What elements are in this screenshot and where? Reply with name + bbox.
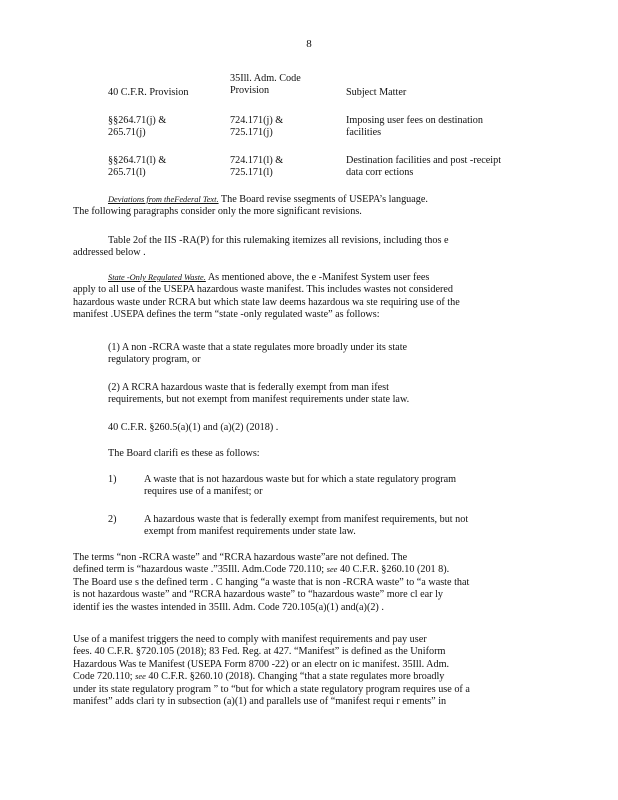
list-line: A waste that is not hazardous waste but for which a state regulatory program bbox=[144, 474, 457, 485]
paragraph-line bbox=[73, 564, 528, 576]
paragraph-line: identif ies the wastes intended in 35Ill. Adm. Code 720.105(a)(1) and(a)(2) . bbox=[73, 601, 384, 613]
state-only-text: As mentioned above, the e -Manifest System user fees bbox=[205, 272, 430, 283]
list-line: A hazardous waste that is federally exempt from manifest requirements, but not bbox=[144, 514, 469, 525]
cell-line: Imposing user fees on destination bbox=[346, 115, 483, 126]
page-number: 8 bbox=[306, 38, 312, 50]
cell-line: 265.71(l) bbox=[108, 167, 146, 179]
cell-line: 725.171(j) bbox=[230, 127, 273, 139]
cell-line: §§264.71(j) & bbox=[108, 115, 167, 126]
header-subject-matter: Subject Matter bbox=[346, 87, 407, 98]
deviations-paragraph bbox=[73, 194, 528, 219]
cell-line: facilities bbox=[346, 127, 382, 139]
definition-citation: 40 C.F.R. §260.5(a)(1) and (a)(2) (2018) . bbox=[108, 422, 279, 433]
cell-line: §§264.71(l) & bbox=[108, 155, 167, 166]
manifest-paragraph bbox=[73, 634, 528, 708]
state-only-heading: State -Only Regulated Waste. bbox=[108, 273, 206, 282]
paragraph-line: Hazardous Was te Manifest (USEPA Form 8700 -22) or an electr on ic manifest. 35Ill. Adm. bbox=[73, 658, 450, 670]
list-text bbox=[144, 474, 456, 499]
paragraph-line: manifest .USEPA defines the term “state -only regulated waste” as follows: bbox=[73, 309, 380, 321]
table2-line1: Table 2of the IIS -RA(P) for this rulemaking itemizes all revisions, including thos e bbox=[108, 235, 449, 246]
state-only-paragraph bbox=[73, 272, 528, 322]
cell-line: 724.171(l) & bbox=[230, 155, 284, 166]
table-header-row bbox=[108, 73, 538, 99]
table2-line2: addressed below . bbox=[73, 247, 146, 259]
paragraph-text: 40 C.F.R. §260.10 (2018). Changing “that a state regulates more broadly bbox=[145, 671, 445, 683]
provisions-table bbox=[108, 73, 538, 181]
paragraph-line: under its state regulatory program ” to “but for which a state regulatory program requires use of a bbox=[73, 683, 470, 695]
cell-line: Destination facilities and post -receipt bbox=[346, 155, 502, 166]
paragraph-line: The terms “non -RCRA waste” and “RCRA hazardous waste”are not defined. The bbox=[73, 552, 408, 563]
terms-paragraph bbox=[73, 552, 528, 614]
cell-line: 265.71(j) bbox=[108, 127, 146, 139]
table2-paragraph bbox=[73, 235, 528, 260]
table-cell-subject bbox=[346, 155, 536, 180]
cell-line: 725.171(l) bbox=[230, 167, 273, 179]
deviations-line2: The following paragraphs consider only the more significant revisions. bbox=[73, 206, 362, 218]
definition-item-2 bbox=[108, 382, 528, 407]
definition-item-1 bbox=[108, 342, 528, 367]
table-cell-subject bbox=[346, 115, 536, 140]
table-cell-ill bbox=[230, 155, 340, 180]
list-line: exempt from manifest requirements under state law. bbox=[144, 526, 356, 538]
paragraph-line: fees. 40 C.F.R. §720.105 (2018); 83 Fed. Reg. at 427. “Manifest” is defined as the Uniform bbox=[73, 646, 446, 658]
deviations-heading: Deviations from theFederal Text. bbox=[108, 195, 219, 204]
paragraph-line bbox=[73, 671, 528, 683]
table-row bbox=[108, 115, 538, 155]
paragraph-line: hazardous waste under RCRA but which state law deems hazardous wa ste requiring use of the bbox=[73, 296, 460, 308]
header-ill-adm-code bbox=[230, 73, 340, 98]
paragraph-text: 40 C.F.R. §260.10 (201 8). bbox=[337, 564, 450, 576]
paragraph-line: The Board use s the defined term . C hanging “a waste that is non -RCRA waste” to “a waste that bbox=[73, 576, 470, 588]
paragraph-line: is not hazardous waste” and “RCRA hazardous waste” to “hazardous waste” more cl ear ly bbox=[73, 589, 444, 601]
paragraph-line: manifest” adds clari ty in subsection (a)(1) and parallels use of “manifest requi r ements” in bbox=[73, 696, 447, 708]
paragraph-text: defined term is “hazardous waste .”35Ill. Adm.Code 720.110; bbox=[73, 564, 327, 576]
cell-line: data corr ections bbox=[346, 167, 414, 179]
list-line: requires use of a manifest; or bbox=[144, 486, 263, 498]
table-row bbox=[108, 155, 538, 181]
deviations-line1 bbox=[73, 194, 528, 206]
clarifies-intro: The Board clarifi es these as follows: bbox=[108, 448, 260, 459]
header-ill-adm-code-line2: Provision bbox=[230, 85, 270, 97]
list-number: 2) bbox=[108, 514, 117, 525]
paragraph-line: Use of a manifest triggers the need to comply with manifest requirements and pay user bbox=[73, 634, 427, 645]
table-cell-cfr bbox=[108, 155, 223, 180]
definition-line: regulatory program, or bbox=[108, 354, 201, 366]
definition-line: (1) A non -RCRA waste that a state regulates more broadly under its state bbox=[108, 342, 408, 353]
paragraph-line: apply to all use of the USEPA hazardous waste manifest. This includes wastes not considered bbox=[73, 284, 453, 296]
table-cell-cfr bbox=[108, 115, 223, 140]
definition-line: (2) A RCRA hazardous waste that is federally exempt from man ifest bbox=[108, 382, 389, 393]
definition-line: requirements, but not exempt from manifest requirements under state law. bbox=[108, 394, 410, 406]
paragraph-text: Code 720.110; bbox=[73, 671, 136, 683]
deviations-text: The Board revise ssegments of USEPA’s language. bbox=[218, 194, 428, 205]
see-signal: see bbox=[326, 565, 338, 575]
header-ill-adm-code-line1: 35Ill. Adm. Code bbox=[230, 73, 301, 84]
state-only-line1 bbox=[73, 272, 528, 284]
see-signal: see bbox=[135, 672, 146, 682]
header-cfr-provision: 40 C.F.R. Provision bbox=[108, 87, 189, 98]
list-text bbox=[144, 514, 468, 539]
table-cell-ill bbox=[230, 115, 340, 140]
list-number: 1) bbox=[108, 474, 117, 485]
cell-line: 724.171(j) & bbox=[230, 115, 284, 126]
